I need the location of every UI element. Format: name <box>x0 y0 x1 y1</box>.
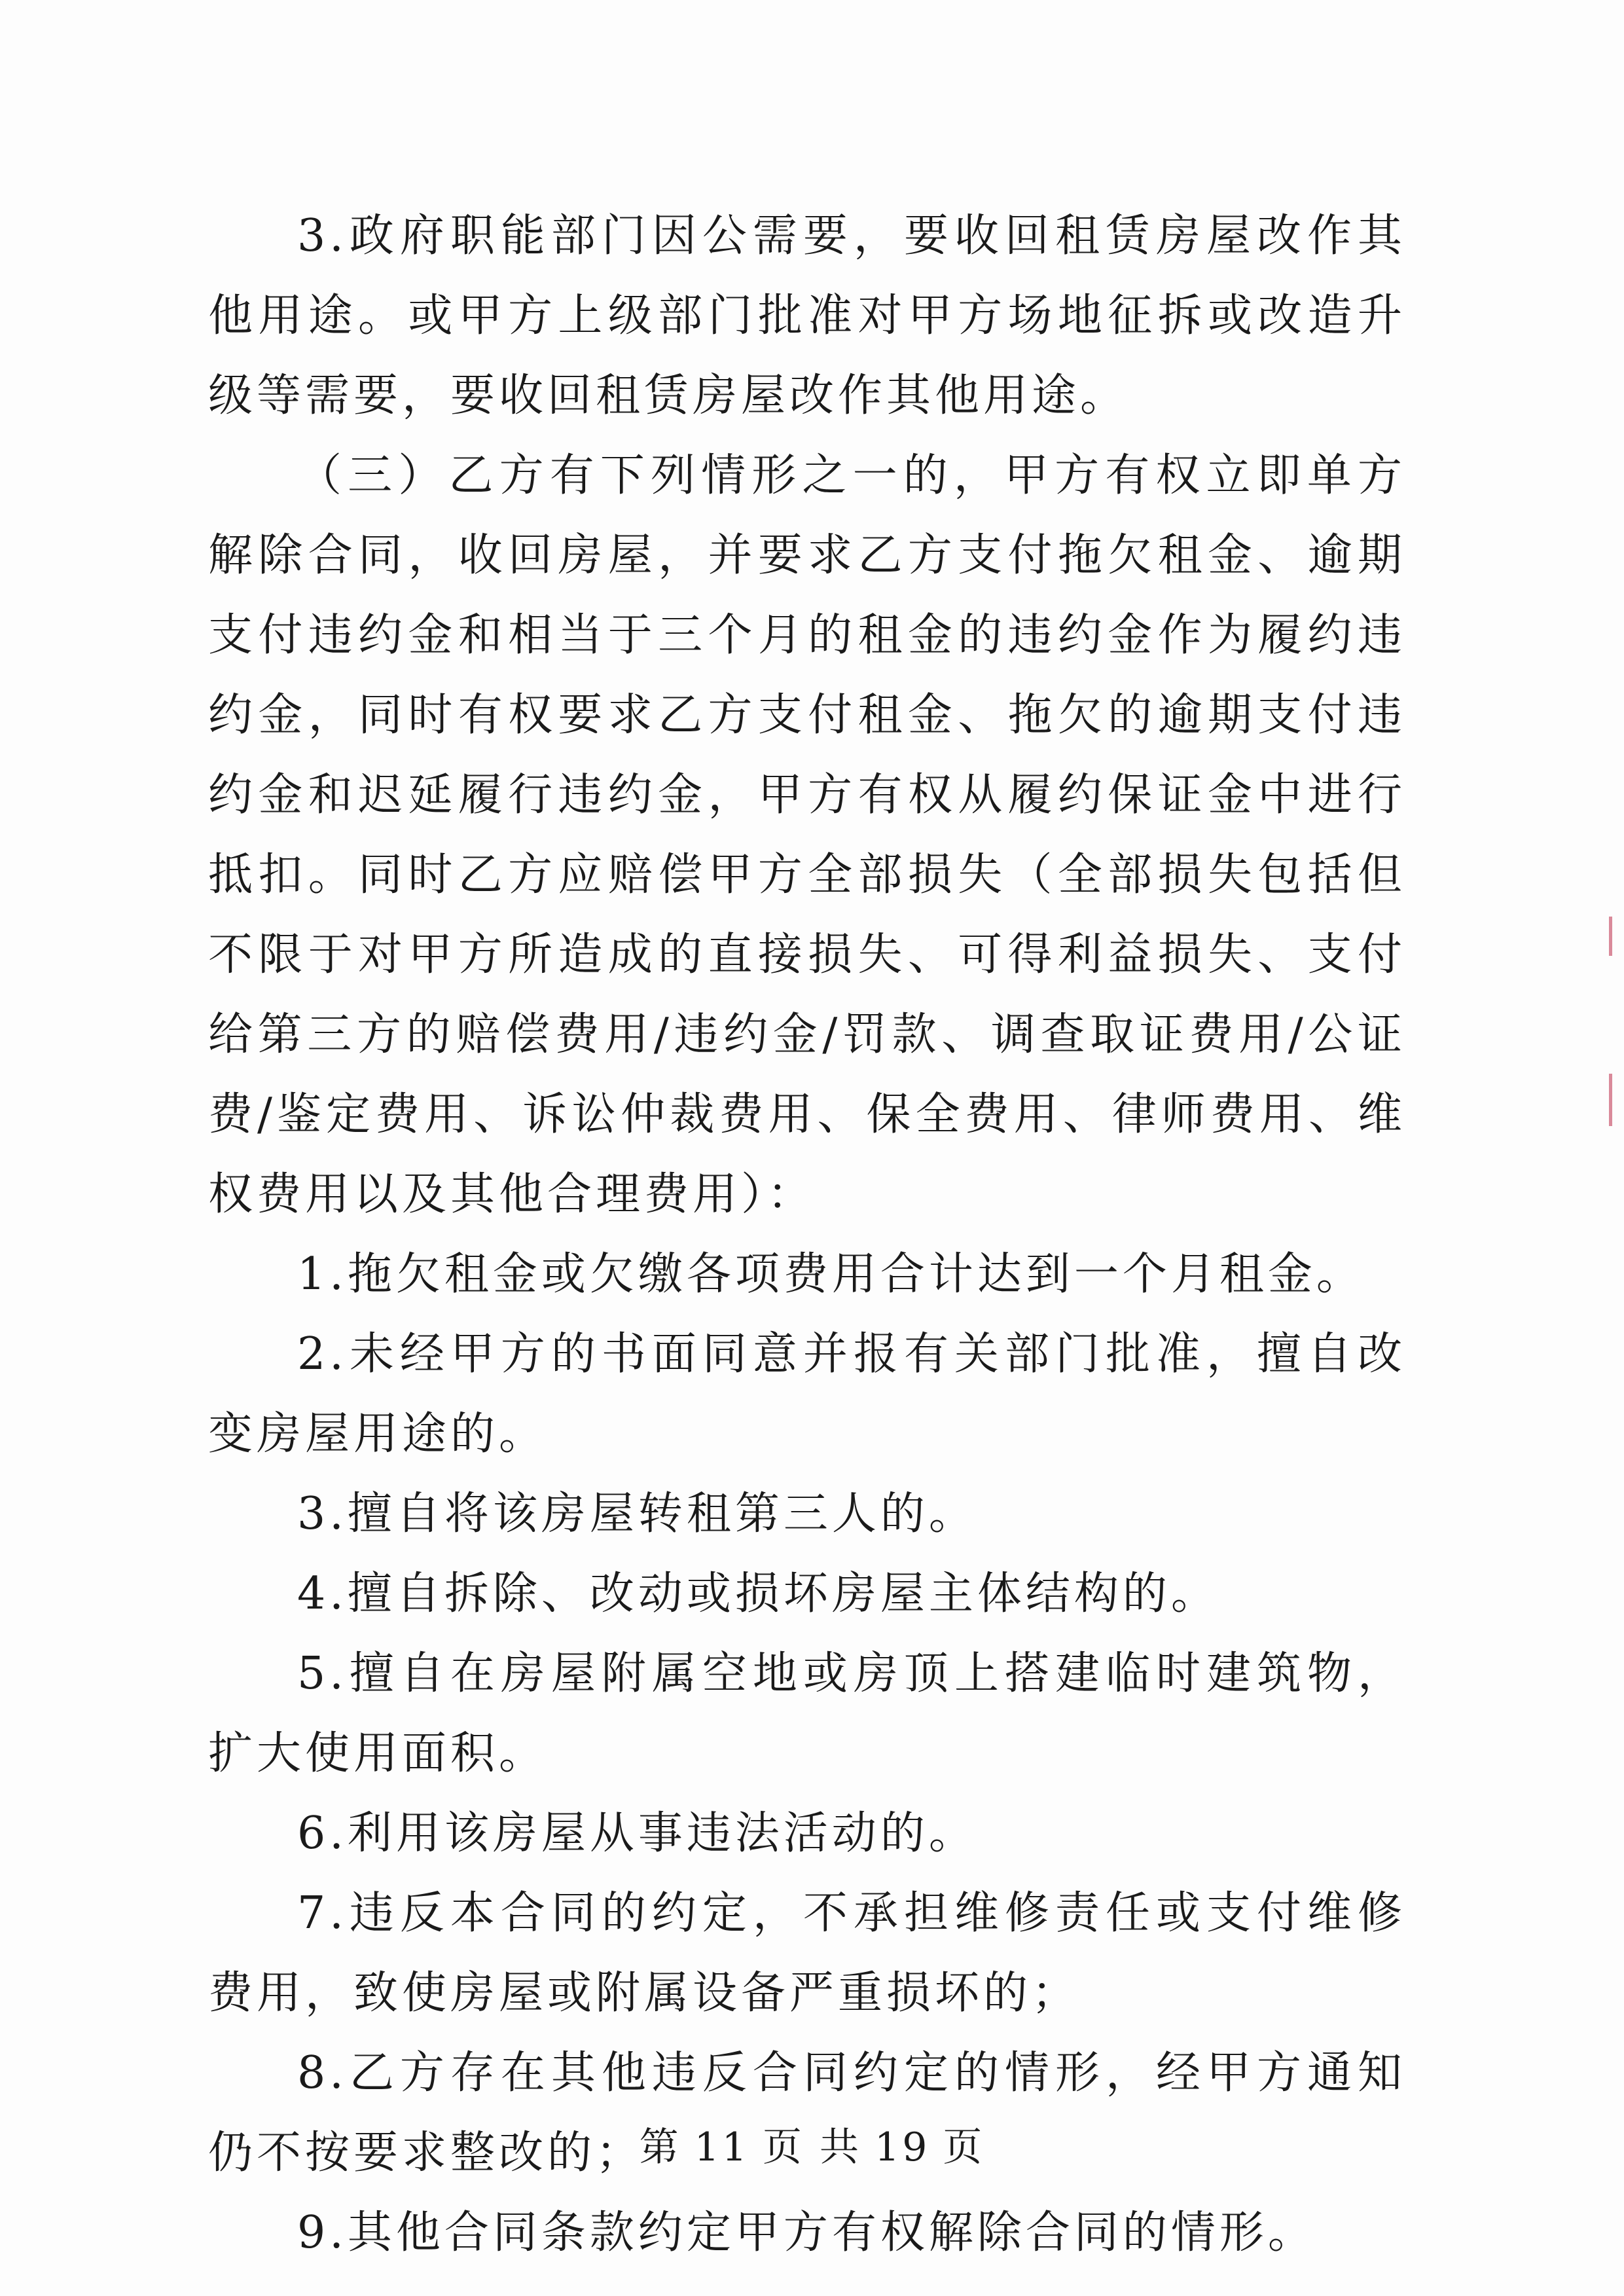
footer-middle: 页 共 <box>762 2124 862 2170</box>
binding-edge-mark <box>1609 917 1612 956</box>
paragraph-clause-3: 3.政府职能部门因公需要，要收回租赁房屋改作其他用途。或甲方上级部门批准对甲方场地征拆或改造升级等需要，要收回租赁房屋改作其他用途。 <box>208 210 1406 422</box>
paragraph-item-6: 6.利用该房屋从事违法活动的。 <box>297 1808 977 1859</box>
paragraph-item-3: 3.擅自将该房屋转租第三人的。 <box>297 1488 977 1540</box>
footer-suffix: 页 <box>943 2124 985 2170</box>
paragraph-item-4: 4.擅自拆除、改动或损坏房屋主体结构的。 <box>297 1568 1219 1620</box>
page-number-footer <box>0 2116 1624 2172</box>
footer-total-pages: 19 <box>875 2124 930 2170</box>
paragraph-item-1: 1.拖欠租金或欠缴各项费用合计达到一个月租金。 <box>297 1248 1365 1300</box>
paragraph-item-2: 2.未经甲方的书面同意并报有关部门批准，擅自改变房屋用途的。 <box>208 1328 1406 1460</box>
paragraph-item-8: 8.乙方存在其他违反合同约定的情形，经甲方通知仍不按要求整改的； <box>208 2047 1406 2179</box>
footer-prefix: 第 <box>639 2124 681 2170</box>
paragraph-item-5: 5.擅自在房屋附属空地或房顶上搭建临时建筑物，扩大使用面积。 <box>208 1648 1406 1779</box>
paragraph-item-9: 9.其他合同条款约定甲方有权解除合同的情形。 <box>297 2207 1316 2259</box>
paragraph-item-7: 7.违反本合同的约定，不承担维修责任或支付维修费用，致使房屋或附属设备严重损坏的； <box>208 1887 1406 2019</box>
paragraph-section-three: （三）乙方有下列情形之一的，甲方有权立即单方解除合同，收回房屋，并要求乙方支付拖欠租金、逾期支付违约金和相当于三个月的租金的违约金作为履约违约金，同时有权要求乙方支付租金、拖欠的逾期支付违约金和迟延履行违约金，甲方有权从履约保证金中进行抵扣。同时乙方应赔偿甲方全部损失（全部损失包括但不限于对甲方所造成的直接损失、可得利益损失、支付给第三方的赔偿费用/违约金/罚款、调查取证费用/公证费/鉴定费用、诉讼仲裁费用、保全费用、律师费用、维权费用以及其他合理费用）： <box>208 450 1406 1220</box>
document-body <box>208 196 1406 2273</box>
footer-current-page: 11 <box>694 2124 749 2170</box>
binding-edge-mark <box>1609 1074 1612 1126</box>
